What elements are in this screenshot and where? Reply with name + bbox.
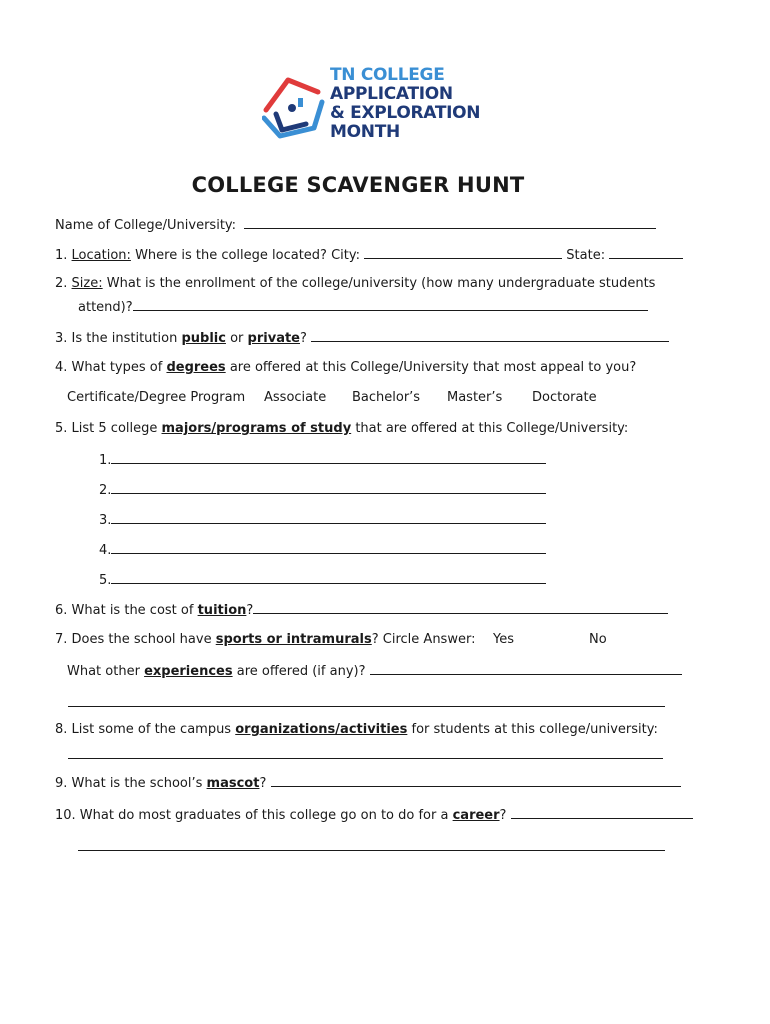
experiences-field-line-2[interactable] [68, 706, 665, 707]
degree-option-masters[interactable]: Master’s [447, 390, 503, 405]
degree-option-certificate[interactable]: Certificate/Degree Program [67, 390, 246, 405]
state-field[interactable] [609, 246, 683, 259]
major-row-5: 5. [99, 571, 546, 589]
location-keyword: Location: [71, 248, 131, 263]
logo-line-2: APPLICATION [330, 84, 453, 104]
enrollment-field[interactable] [133, 298, 648, 311]
college-name-label: Name of College/University: [55, 218, 237, 233]
question-1: 1. Location: Where is the college located? City: State: [55, 246, 683, 264]
major-row-2: 2. [99, 481, 546, 499]
major-row-1: 1. [99, 451, 546, 469]
logo-wordmark [330, 66, 480, 142]
major-row-3: 3. [99, 511, 546, 529]
career-field-line-2[interactable] [78, 850, 665, 851]
degree-option-bachelors[interactable]: Bachelor’s [352, 390, 421, 405]
graduation-cap-icon [262, 74, 328, 144]
question-8: 8. List some of the campus organizations/activities for students at this college/university: [55, 722, 658, 737]
question-2-cont: attend)? [78, 298, 648, 316]
college-name-field[interactable] [244, 216, 656, 229]
mascot-field[interactable] [271, 774, 681, 787]
question-4: 4. What types of degrees are offered at this College/University that most appeal to you? [55, 360, 637, 375]
major-field-1[interactable] [111, 451, 546, 464]
major-field-3[interactable] [111, 511, 546, 524]
size-keyword: Size: [71, 276, 103, 291]
sports-no-option[interactable]: No [589, 632, 607, 647]
city-field[interactable] [364, 246, 562, 259]
logo-line-4: MONTH [330, 122, 400, 142]
question-2: 2. Size: What is the enrollment of the college/university (how many undergraduate students [55, 276, 656, 291]
question-7: 7. Does the school have sports or intramurals? Circle Answer: [55, 632, 476, 647]
major-field-2[interactable] [111, 481, 546, 494]
question-9: 9. What is the school’s mascot? [55, 774, 681, 792]
experiences-field[interactable] [370, 662, 682, 675]
degree-option-associate[interactable]: Associate [264, 390, 327, 405]
question-5: 5. List 5 college majors/programs of study that are offered at this College/University: [55, 421, 629, 436]
tn-college-logo [262, 65, 481, 148]
degree-option-doctorate[interactable]: Doctorate [532, 390, 597, 405]
sports-yes-option[interactable]: Yes [493, 632, 514, 647]
page-title: COLLEGE SCAVENGER HUNT [191, 173, 525, 197]
question-6: 6. What is the cost of tuition? [55, 601, 668, 619]
question-10: 10. What do most graduates of this college go on to do for a career? [55, 806, 693, 824]
question-3: 3. Is the institution public or private? [55, 329, 669, 347]
career-field[interactable] [511, 806, 693, 819]
college-name-row [55, 216, 656, 234]
question-7-sub: What other experiences are offered (if any)? [67, 662, 682, 680]
logo-line-3: & EXPLORATION [330, 103, 481, 123]
major-field-5[interactable] [111, 571, 546, 584]
major-row-4: 4. [99, 541, 546, 559]
organizations-field[interactable] [68, 758, 663, 759]
institution-type-field[interactable] [311, 329, 669, 342]
major-field-4[interactable] [111, 541, 546, 554]
tuition-field[interactable] [253, 601, 668, 614]
logo-line-1: TN COLLEGE [330, 65, 445, 85]
